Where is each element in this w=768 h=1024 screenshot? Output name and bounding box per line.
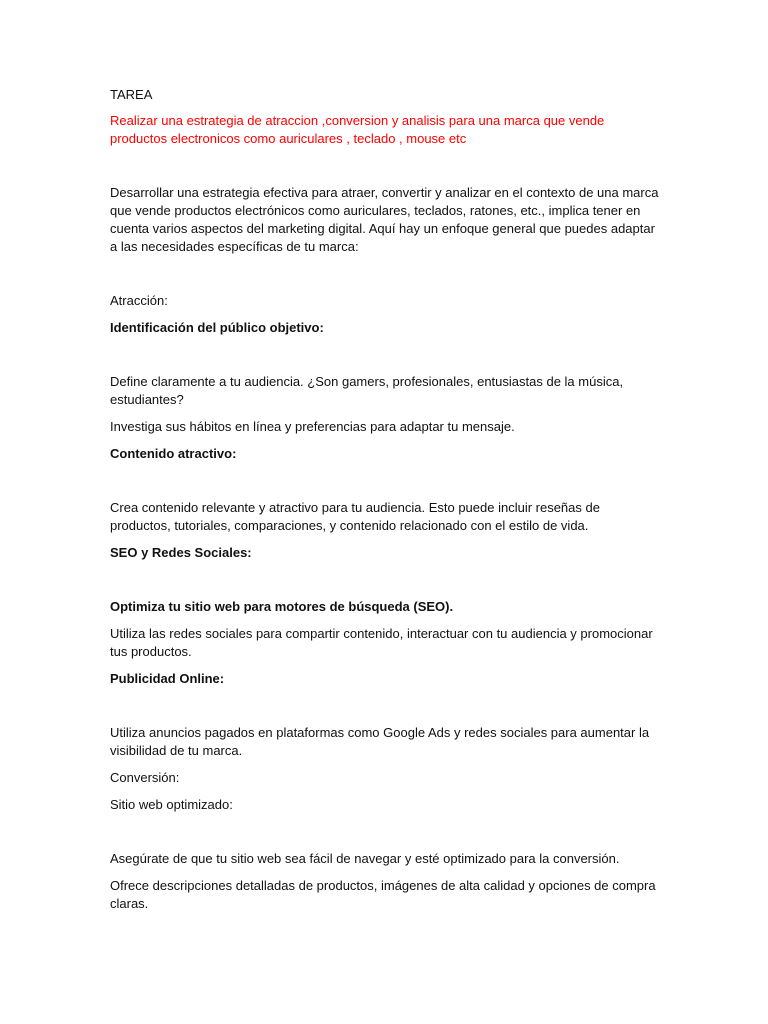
paragraph-sitio-web: Sitio web optimizado: — [110, 797, 233, 812]
doc-heading: TAREA — [110, 87, 153, 102]
heading-seo-redes: SEO y Redes Sociales: — [110, 545, 252, 560]
paragraph-utiliza-anuncios: Utiliza anuncios pagados en plataformas como Google Ads y redes sociales para aumentar la visibilidad de tu marca. — [110, 725, 650, 758]
paragraph-investiga: Investiga sus hábitos en línea y preferencias para adaptar tu mensaje. — [110, 419, 515, 434]
heading-contenido-atractivo: Contenido atractivo: — [110, 446, 237, 461]
task-statement: Realizar una estrategia de atraccion ,conversion y analisis para una marca que vende productos electronicos como auriculares , teclado , mouse etc — [110, 113, 605, 146]
paragraph-ofrece: Ofrece descripciones detalladas de productos, imágenes de alta calidad y opciones de compra claras. — [110, 878, 656, 911]
intro-paragraph: Desarrollar una estrategia efectiva para atraer, convertir y analizar en el contexto de una marca que vende productos electrónicos como auriculares, teclados, ratones, etc., implica tener en cuenta varios aspectos del marketing digital. Aquí hay un enfoque general que puedes adaptar a las necesidades específicas de tu marca: — [110, 185, 659, 254]
document-page — [110, 86, 660, 913]
section-conversion: Conversión: — [110, 770, 180, 785]
paragraph-crea: Crea contenido relevante y atractivo para tu audiencia. Esto puede incluir reseñas de productos, tutoriales, comparaciones, y contenido relacionado con el estilo de vida. — [110, 500, 600, 533]
section-atraccion: Atracción: — [110, 293, 168, 308]
paragraph-asegurate: Asegúrate de que tu sitio web sea fácil de navegar y esté optimizado para la conversión. — [110, 851, 620, 866]
paragraph-define: Define claramente a tu audiencia. ¿Son gamers, profesionales, entusiastas de la música, estudiantes? — [110, 374, 624, 407]
paragraph-utiliza-redes: Utiliza las redes sociales para compartir contenido, interactuar con tu audiencia y promocionar tus productos. — [110, 626, 653, 659]
heading-publicidad-online: Publicidad Online: — [110, 671, 225, 686]
heading-publico-objetivo: Identificación del público objetivo: — [110, 320, 324, 335]
heading-optimiza: Optimiza tu sitio web para motores de búsqueda (SEO). — [110, 599, 454, 614]
